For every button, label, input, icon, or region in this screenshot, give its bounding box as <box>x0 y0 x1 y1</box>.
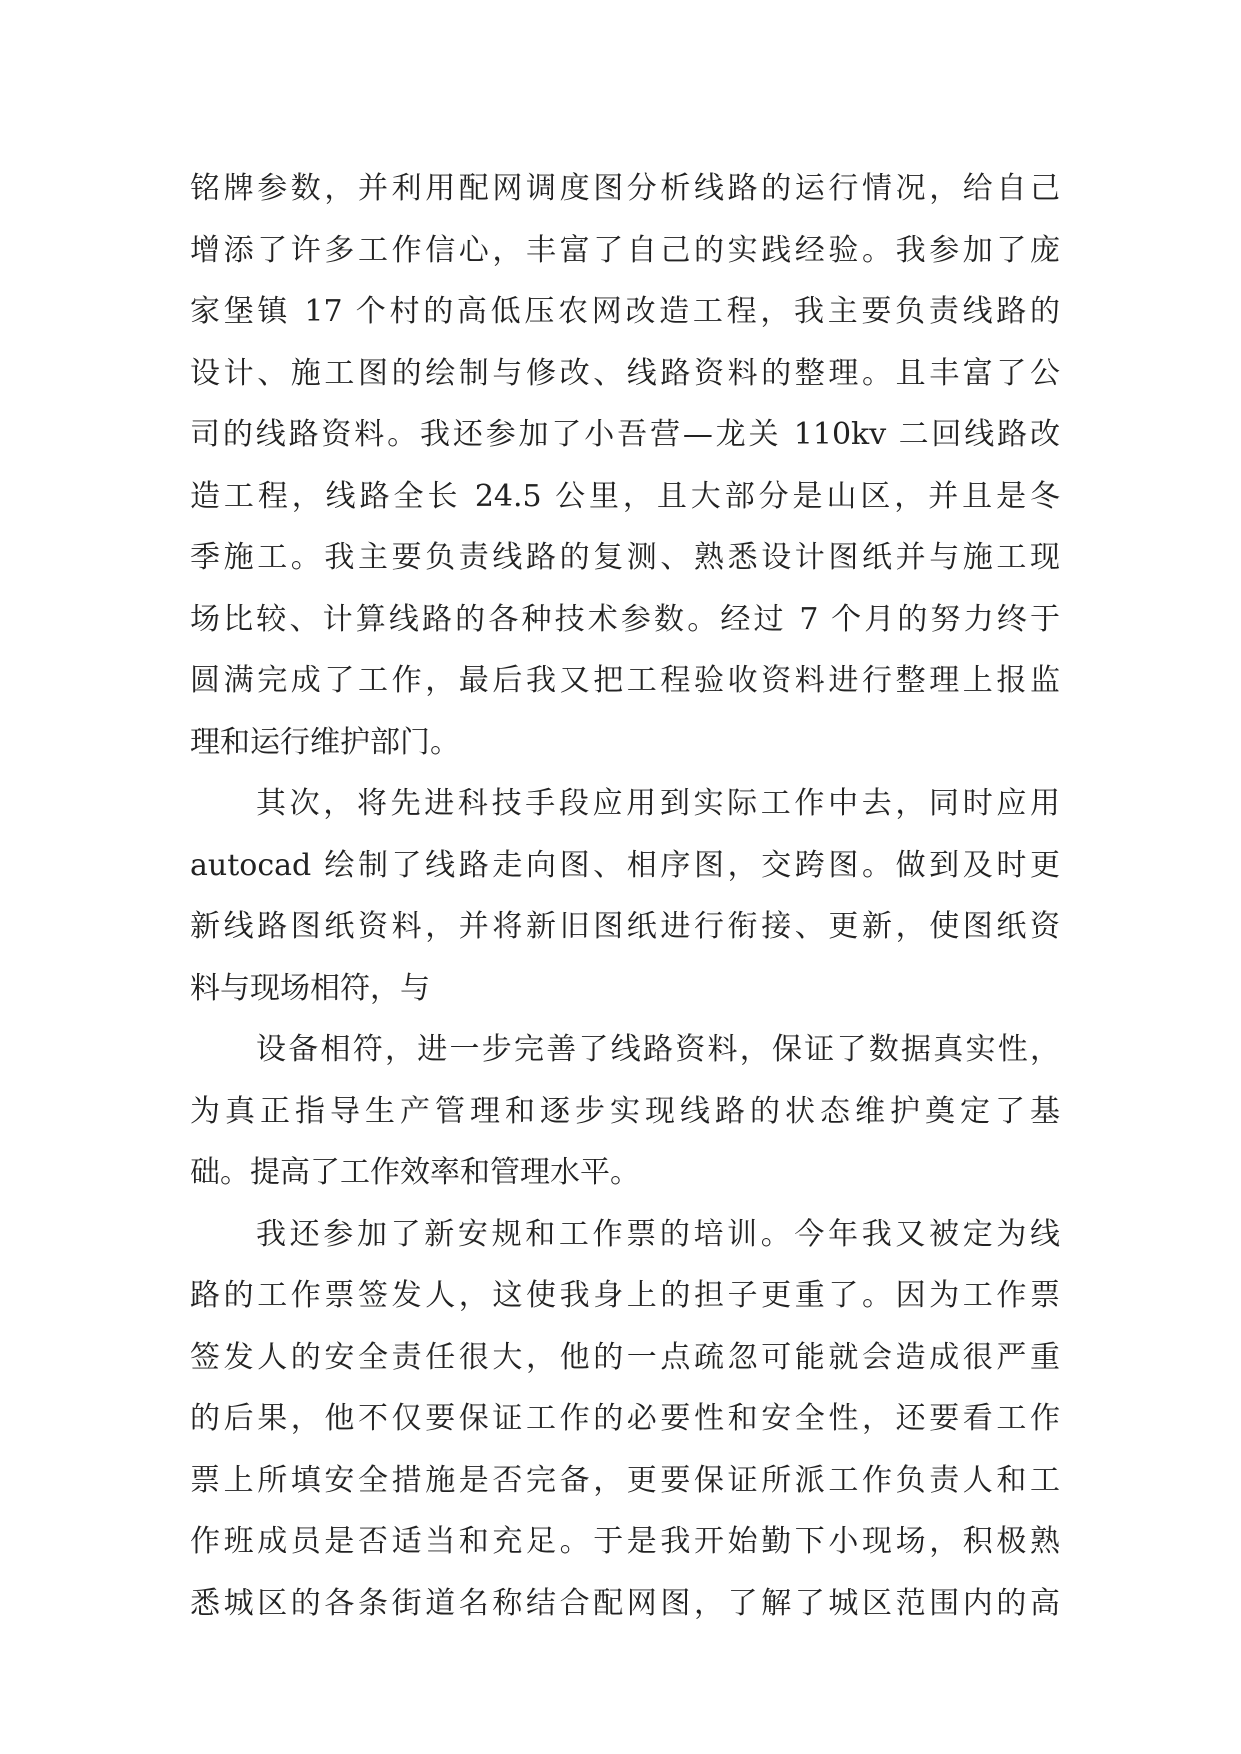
text-line: 司的线路资料。我还参加了小吾营—龙关 110kv 二回线路改 <box>190 417 1060 452</box>
text-line: autocad 绘制了线路走向图、相序图，交跨图。做到及时更 <box>190 847 1060 883</box>
text-line: 圆满完成了工作，最后我又把工程验收资料进行整理上报监 <box>190 663 1060 698</box>
text-line: 悉城区的各条街道名称结合配网图，了解了城区范围内的高 <box>190 1585 1060 1621</box>
text-line: 铭牌参数，并利用配网调度图分析线路的运行情况，给自己 <box>190 171 1060 206</box>
text-line: 理和运行维护部门。 <box>190 724 460 760</box>
text-line: 础。提高了工作效率和管理水平。 <box>190 1155 640 1190</box>
text-line: 增添了许多工作信心，丰富了自己的实践经验。我参加了庞 <box>190 232 1060 268</box>
document-body <box>190 158 1060 1634</box>
text-line: 票上所填安全措施是否完备，更要保证所派工作负责人和工 <box>190 1462 1060 1498</box>
text-line: 我还参加了新安规和工作票的培训。今年我又被定为线 <box>256 1216 1060 1252</box>
text-line: 为真正指导生产管理和逐步实现线路的状态维护奠定了基 <box>190 1093 1060 1129</box>
text-line: 新线路图纸资料，并将新旧图纸进行衔接、更新，使图纸资 <box>190 909 1060 944</box>
text-line: 设备相符，进一步完善了线路资料，保证了数据真实性， <box>256 1032 1060 1067</box>
text-line: 作班成员是否适当和充足。于是我开始勤下小现场，积极熟 <box>190 1524 1060 1559</box>
text-line: 料与现场相符，与 <box>190 970 430 1006</box>
text-line: 的后果，他不仅要保证工作的必要性和安全性，还要看工作 <box>190 1401 1060 1436</box>
text-line: 季施工。我主要负责线路的复测、熟悉设计图纸并与施工现 <box>190 540 1060 575</box>
text-line: 造工程，线路全长 24.5 公里，且大部分是山区，并且是冬 <box>190 478 1060 514</box>
text-line: 家堡镇 17 个村的高低压农网改造工程，我主要负责线路的 <box>190 294 1060 329</box>
text-line: 签发人的安全责任很大，他的一点疏忽可能就会造成很严重 <box>190 1339 1060 1375</box>
text-line: 设计、施工图的绘制与修改、线路资料的整理。且丰富了公 <box>190 355 1060 391</box>
text-line: 路的工作票签发人，这使我身上的担子更重了。因为工作票 <box>190 1278 1060 1313</box>
text-line: 其次，将先进科技手段应用到实际工作中去，同时应用 <box>256 786 1060 821</box>
text-line: 场比较、计算线路的各种技术参数。经过 7 个月的努力终于 <box>190 601 1060 637</box>
